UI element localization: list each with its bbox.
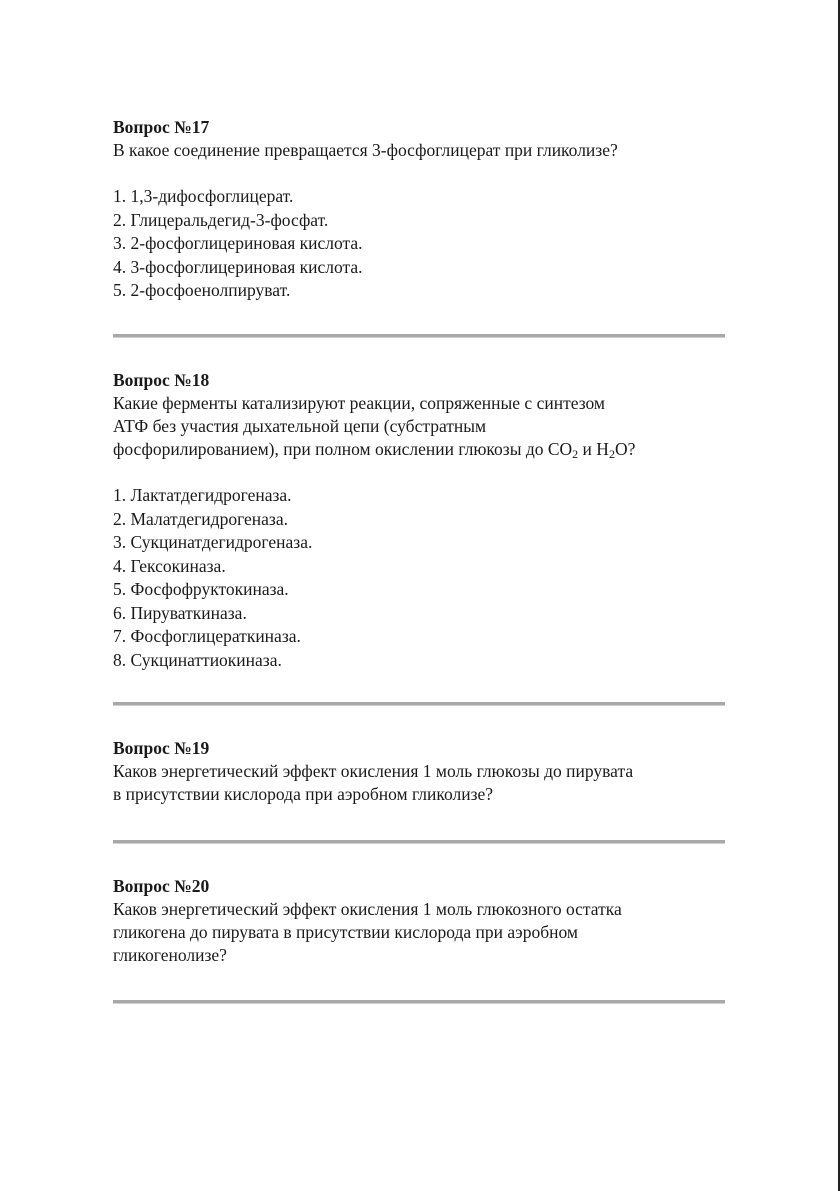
question-text: В какое соединение превращается 3-фосфоглицерат при гликолизе?	[113, 140, 618, 160]
answer-options	[113, 484, 725, 672]
question-title: Вопрос №18	[113, 370, 210, 390]
formula-subscript: 2	[572, 447, 579, 461]
answer-option: 4. 3-фосфоглицериновая кислота.	[113, 256, 363, 277]
answer-option: 8. Сукцинаттиокиназа.	[113, 649, 282, 670]
question-title: Вопрос №17	[113, 117, 210, 137]
formula-suffix: O?	[614, 439, 636, 459]
section-divider	[113, 840, 725, 844]
answer-option: 2. Глицеральдегид-3-фосфат.	[113, 209, 329, 230]
question-text: АТФ без участия дыхательной цепи (субстратным	[113, 416, 487, 436]
answer-option: 1. 1,3-дифосфоглицерат.	[113, 186, 294, 206]
question-17	[113, 116, 725, 303]
answer-option: 6. Пируваткиназа.	[113, 602, 247, 623]
question-text: в присутствии кислорода при аэробном гликолизе?	[113, 784, 494, 804]
answer-option: 3. Сукцинатдегидрогеназа.	[113, 532, 313, 552]
section-divider	[113, 702, 725, 706]
formula-prefix: фосфорилированием), при полном окислении глюкозы до CO	[113, 439, 573, 459]
answer-option: 4. Гексокиназа.	[113, 555, 226, 576]
answer-options	[113, 185, 725, 303]
question-18	[113, 369, 725, 672]
section-divider	[113, 1000, 725, 1004]
question-text: гликогенолизе?	[113, 945, 227, 965]
section-divider	[113, 334, 725, 338]
answer-option: 3. 2-фосфоглицериновая кислота.	[113, 233, 363, 253]
question-19	[113, 737, 725, 806]
formula-subscript: 2	[608, 447, 615, 461]
question-20	[113, 875, 725, 967]
answer-option: 7. Фосфоглицераткиназа.	[113, 626, 301, 646]
answer-option: 2. Малатдегидрогеназа.	[113, 508, 288, 529]
question-text: гликогена до пирувата в присутствии кислорода при аэробном	[113, 922, 578, 942]
answer-option: 1. Лактатдегидрогеназа.	[113, 485, 292, 505]
answer-option: 5. 2-фосфоенолпируват.	[113, 280, 291, 300]
formula-middle: и H	[578, 439, 609, 459]
answer-option: 5. Фосфофруктокиназа.	[113, 579, 289, 599]
question-text: Какие ферменты катализируют реакции, сопряженные с синтезом	[113, 393, 605, 413]
question-text: Каков энергетический эффект окисления 1 моль глюкозного остатка	[113, 899, 622, 919]
question-title: Вопрос №19	[113, 738, 210, 758]
question-title: Вопрос №20	[113, 876, 210, 896]
question-text: Каков энергетический эффект окисления 1 моль глюкозы до пирувата	[113, 761, 634, 781]
question-text-formula	[113, 438, 725, 461]
